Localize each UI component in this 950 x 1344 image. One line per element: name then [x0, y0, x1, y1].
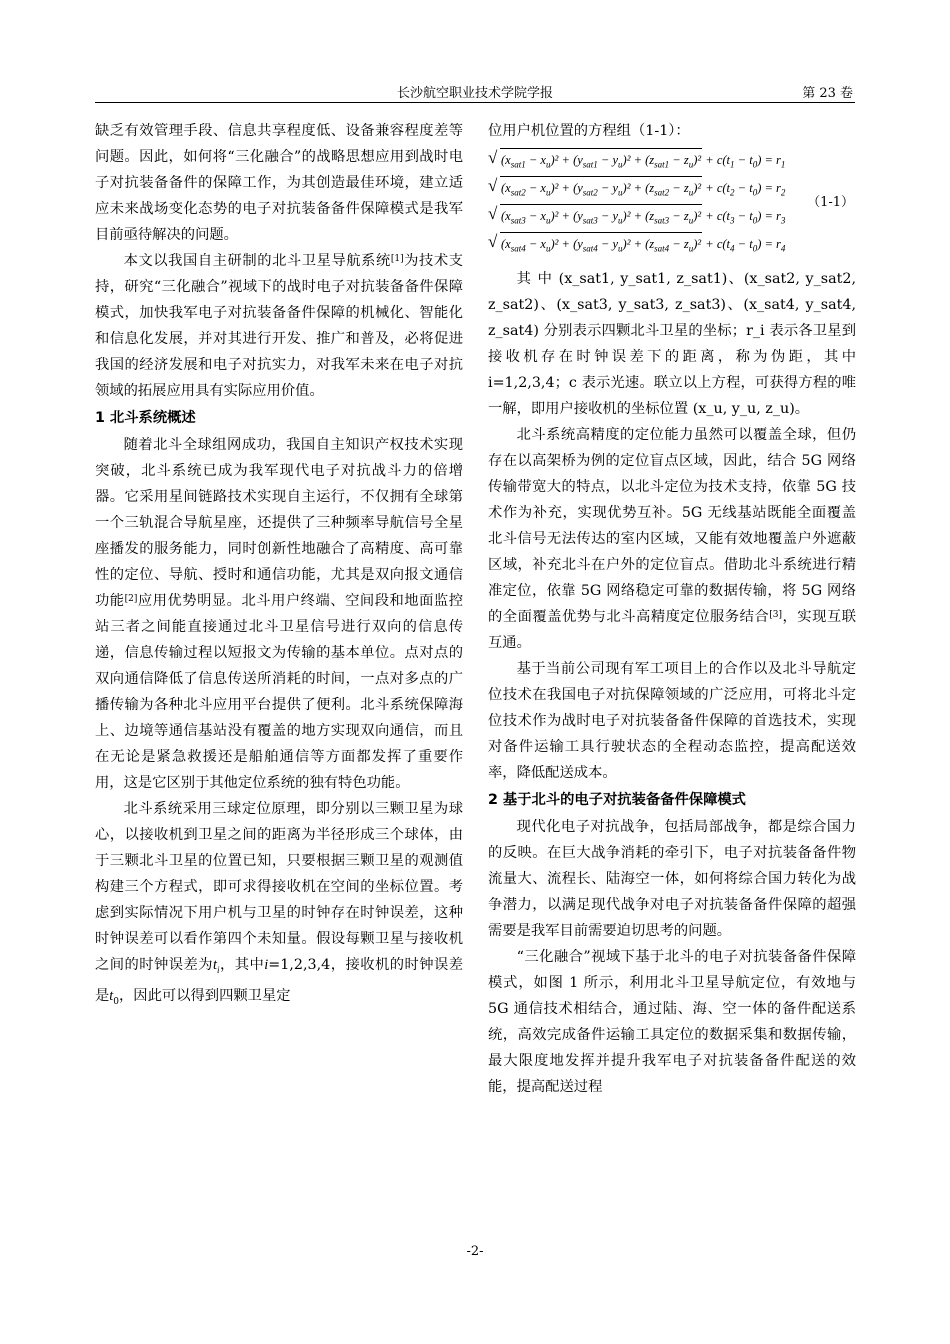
paragraph: 本文以我国自主研制的北斗卫星导航系统[1]为技术支持，研究“三化融合”视域下的战时电子对抗装备备件保障模式，加快我军电子对抗装备备件保障的机械化、智能化和信息化发展，并对其进行开发、推广和普及，必将促进我国的经济发展和电子对抗实力，对我军未来在电子对抗领域的拓展应用具有实际应用价值。 — [95, 253, 464, 399]
paragraph: 现代化电子对抗战争，包括局部战争，都是综合国力的反映。在巨大战争消耗的牵引下，电子对抗装备备件物流量大、流程长、陆海空一体，如何将综合国力转化为战争潜力，以满足现代战争对电子对抗装备备件保障的超强需要是我军目前需要迫切思考的问题。 — [488, 819, 856, 939]
paragraph: 北斗系统高精度的定位能力虽然可以覆盖全球，但仍存在以高架桥为例的定位盲点区域，因此，结合 5G 网络传输带宽大的特点，以北斗定位为技术支持，依靠 5G 技术作为补充，实现优势互补。5G 无线基站既能全面覆盖北斗信号无法传达的室内区域，又能有效地覆盖户外遮蔽区域，补充北斗在户外的定位盲点。借助北斗系统进行精准定位，依靠 5G 网络稳定可靠的数据传输，将 5G 网络的全面覆盖优势与北斗高精度定位服务结合[3]，实现互联互通。 — [488, 427, 857, 651]
right-column — [488, 118, 856, 1100]
paragraph: 位用户机位置的方程组（1-1）： — [488, 123, 690, 139]
journal-title: 长沙航空职业技术学院学报 — [396, 86, 553, 101]
citation: [3] — [769, 610, 782, 620]
section-heading: 2 基于北斗的电子对抗装备备件保障模式 — [488, 792, 746, 808]
citation: [2] — [124, 594, 138, 604]
equation-line: √ $(x_{sat2} - x_u)^2 + (y_{sat2} - y_u)^2 + (z_{sat2} - z_u)^2 + c(t_2 - t_0) = r_2$ — [488, 174, 856, 202]
paragraph: 北斗系统采用三球定位原理，即分别以三颗卫星为球心，以接收机到卫星之间的距离为半径形成三个球体，由于三颗北斗卫星的位置已知，只要根据三颗卫星的观测值构建三个方程式，即可求得接收机在空间的坐标位置。考虑到实际情况下用户机与卫星的时钟存在时钟误差，这种时钟误差可以看作第四个未知量。假设每颗卫星与接收机之间的时钟误差为$t_i$，其中i=1,2,3,4，接收机的时钟误差是$t_0$，因此可以得到四颗卫星定 — [95, 801, 464, 1007]
equation-line: √ $(x_{sat3} - x_u)^2 + (y_{sat3} - y_u)^2 + (z_{sat3} - z_u)^2 + c(t_3 - t_0) = r_3$ — [488, 202, 856, 230]
equation-line: √ $(x_{sat1} - x_u)^2 + (y_{sat1} - y_u)^2 + (z_{sat1} - z_u)^2 + c(t_1 - t_0) = r_1$ — [488, 146, 856, 174]
citation: [1] — [390, 254, 404, 264]
left-column — [95, 118, 463, 1015]
page-number: -2- — [466, 1244, 484, 1259]
running-header — [95, 80, 855, 103]
paragraph: 其 中 (x_sat1, y_sat1, z_sat1)、(x_sat2, y_sat2, z_sat2)、(x_sat3, y_sat3, z_sat3)、(x_sat4, y_sat4, z_sat4) 分别表示四颗北斗卫星的坐标；r_i 表示各卫星到接收机存在时钟误差下的距离，称为伪距，其中 i=1,2,3,4；c 表示光速。联立以上方程，可获得方程的唯一解，即用户接收机的坐标位置 (x_u, y_u, z_u)。 — [488, 271, 856, 417]
paragraph: 随着北斗全球组网成功，我国自主知识产权技术实现突破，北斗系统已成为我军现代电子对抗战斗力的倍增器。它采用星间链路技术实现自主运行，不仅拥有全球第一个三轨混合导航星座，还提供了三种频率导航信号全星座播发的服务能力，同时创新性地融合了高精度、高可靠性的定位、导航、授时和通信功能，尤其是双向报文通信功能[2]应用优势明显。北斗用户终端、空间段和地面监控站三者之间能直接通过北斗卫星信号进行双向的信息传递，信息传输过程以短报文为传输的基本单位。点对点的双向通信降低了信息传送所消耗的时间，一点对多点的广播传输为各种北斗应用平台提供了便利。北斗系统保障海上、边境等通信基站没有覆盖的地方实现双向通信，而且在无论是紧急救援还是船舶通信等方面都发挥了重要作用，这是它区别于其他定位系统的独有特色功能。 — [95, 437, 464, 791]
volume-number: 第 23 卷 — [802, 86, 853, 101]
equation-line: √ $(x_{sat4} - x_u)^2 + (y_{sat4} - y_u)^2 + (z_{sat4} - z_u)^2 + c(t_4 - t_0) = r_4$ — [488, 230, 856, 258]
paragraph: 基于当前公司现有军工项目上的合作以及北斗导航定位技术在我国电子对抗保障领域的广泛应用，可将北斗定位技术作为战时电子对抗装备备件保障的首选技术，实现对备件运输工具行驶状态的全程动态监控，提高配送效率，降低配送成本。 — [488, 661, 856, 781]
paragraph: “三化融合”视域下基于北斗的电子对抗装备备件保障模式，如图 1 所示，利用北斗卫星导航定位，有效地与 5G 通信技术相结合，通过陆、海、空一体的备件配送系统，高效完成备件运输工具定位的数据采集和数据传输，最大限度地发挥并提升我军电子对抗装备备件配送的效能，提高配送过程 — [488, 949, 856, 1095]
paragraph: 缺乏有效管理手段、信息共享程度低、设备兼容程度差等问题。因此，如何将“三化融合”的战略思想应用到战时电子对抗装备备件的保障工作，为其创造最佳环境，建立适应未来战场变化态势的电子对抗装备备件保障模式是我军目前亟待解决的问题。 — [95, 123, 463, 243]
equation-system — [488, 146, 856, 262]
section-heading: 1 北斗系统概述 — [95, 410, 196, 426]
equation-number: （1-1） — [807, 195, 854, 210]
